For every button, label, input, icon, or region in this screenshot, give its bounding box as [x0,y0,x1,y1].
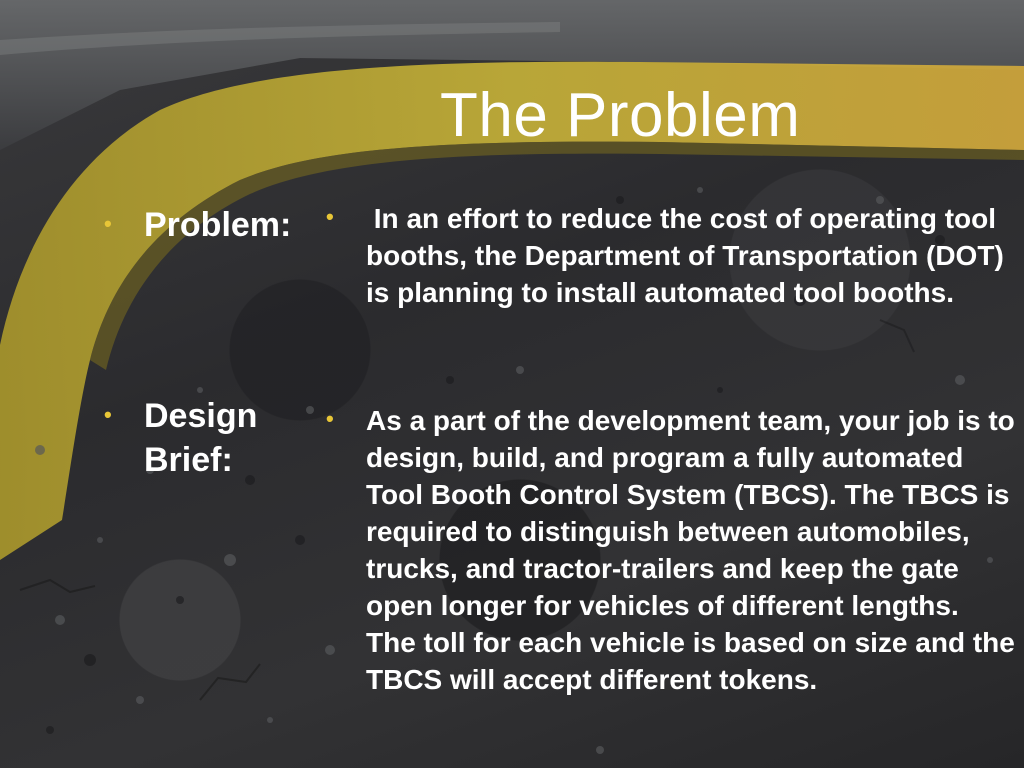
bullet-icon: • [326,204,334,229]
bullet-icon: • [326,406,334,431]
problem-description [326,200,1016,311]
slide-title: The Problem [440,81,801,150]
problem-label-text: Problem: [144,206,292,244]
bullet-icon: • [104,402,112,427]
bullet-icon: • [104,211,112,236]
design-brief-label-text: Design Brief: [144,397,258,479]
design-brief-label [104,394,314,482]
problem-description-text: In an effort to reduce the cost of operating tool booths, the Department of Transportation (DOT) is planning to install automated tool booths. [366,203,1012,308]
design-brief-description [326,402,1016,698]
problem-label [104,203,314,247]
design-brief-description-text: As a part of the development team, your job is to design, build, and program a fully automated Tool Booth Control System (TBCS). The TBCS is required to distinguish between automobiles, trucks, and tractor-trailers and keep the gate open longer for vehicles of different lengths. The toll for each vehicle is based on size and the TBCS will accept different tokens. [366,405,1015,695]
